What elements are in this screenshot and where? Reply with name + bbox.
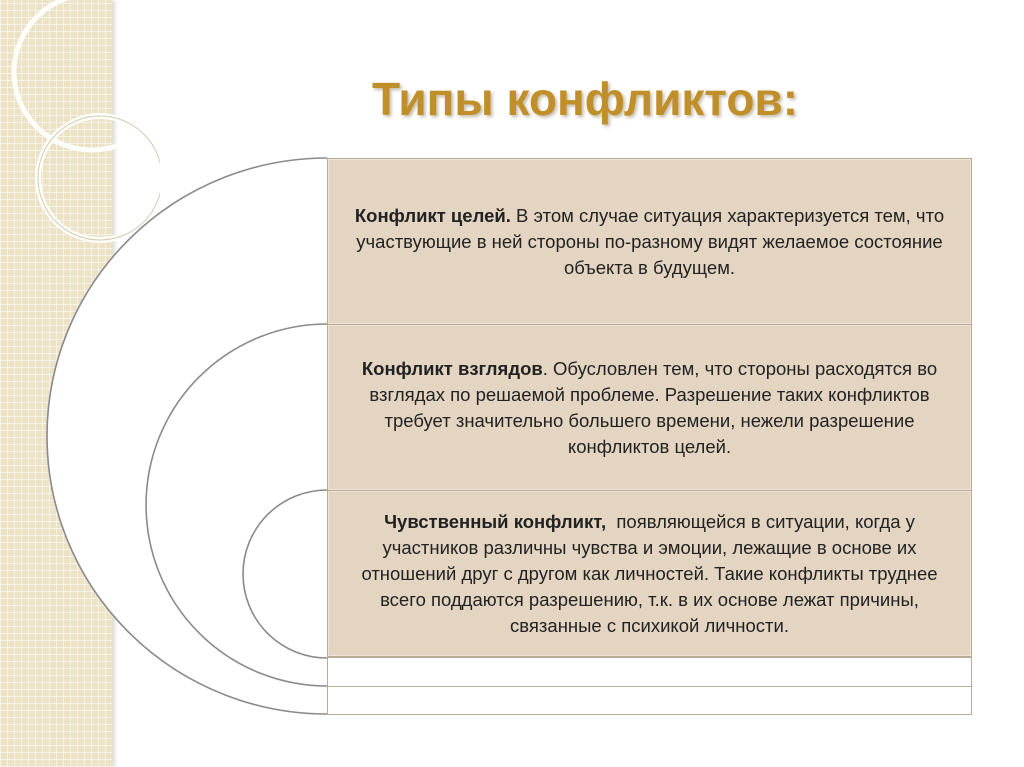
conflict-views-heading: Конфликт взглядов [361, 357, 543, 379]
conflict-emotional-paragraph [338, 509, 961, 639]
conflict-views-text: . Обусловлен тем, что стороны расходятся во взглядах по решаемой проблеме. Разрешение таких конфликтов требует значительно большего времени, нежели разрешение конфликтов целей. [369, 357, 938, 457]
slide-title: Типы конфликтов: [372, 73, 799, 125]
conflict-goals-box [327, 158, 972, 325]
conflict-views-box [327, 324, 972, 491]
conflict-emotional-heading: Чувственный конфликт, [384, 510, 607, 532]
conflict-emotional-text: появляющейся в ситуации, когда у участников различны чувства и эмоции, лежащие в основе их отношений друг с другом как личностей. Такие конфликты труднее всего поддаются разрешению, т.к. в их основе лежат причины, связанные с психикой личности. [361, 510, 943, 636]
conflict-goals-paragraph [338, 203, 961, 281]
conflict-emotional-box [327, 490, 972, 657]
conflict-goals-text: В этом случае ситуация характеризуется тем, что участвующие в ней стороны по-разному видят желаемое состояние объекта в будущем. [356, 204, 945, 278]
bottom-row-divider [328, 686, 971, 687]
conflict-goals-heading: Конфликт целей. [354, 204, 511, 226]
bottom-empty-rows [327, 657, 972, 715]
conflict-views-paragraph [338, 356, 961, 460]
